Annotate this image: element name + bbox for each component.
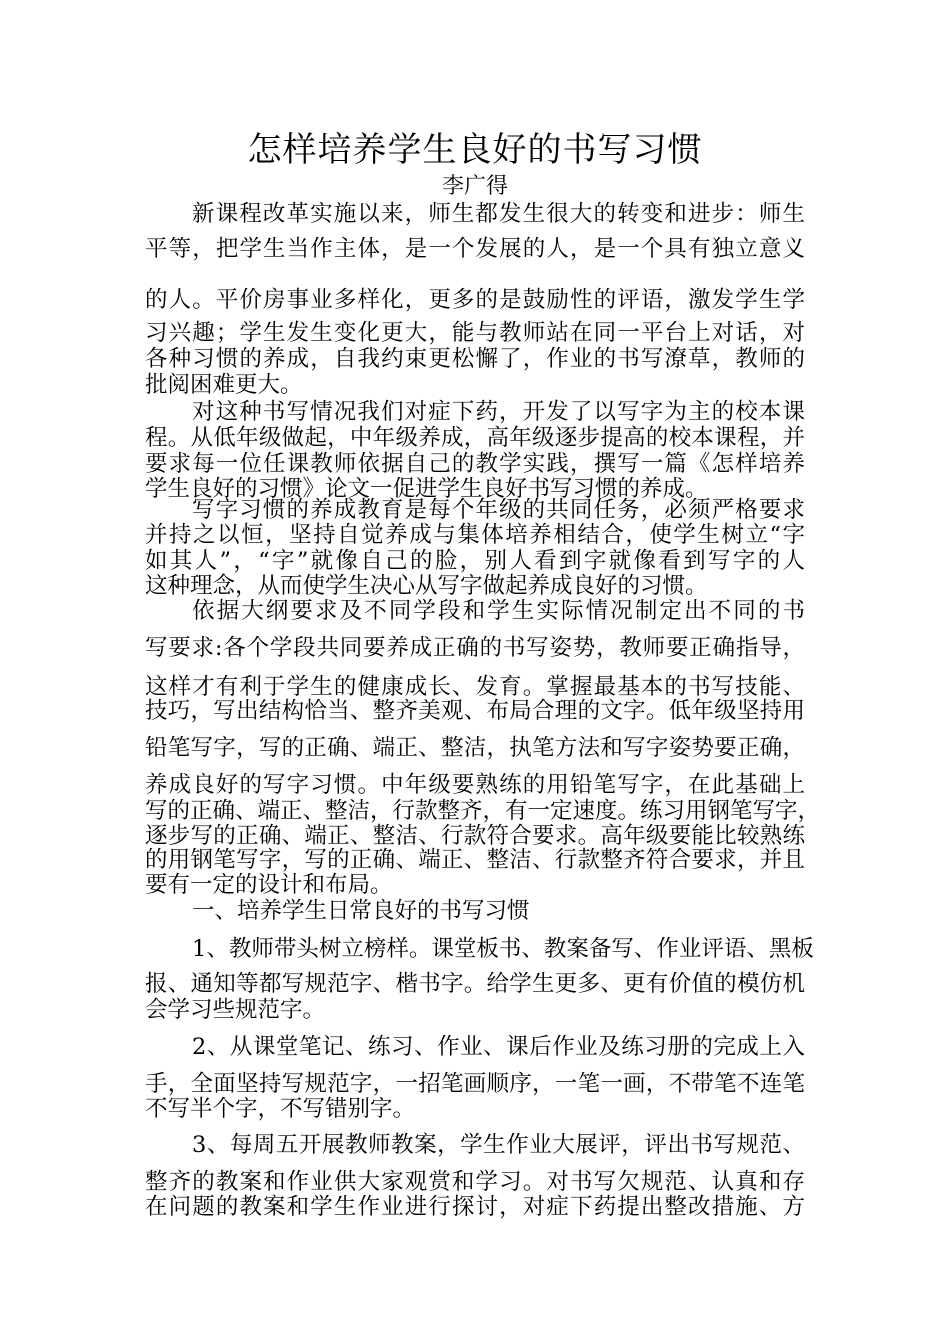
- body-line: 要有一定的设计和布局。: [145, 872, 393, 898]
- body-line: 整齐的教案和作业供大家观赏和学习。对书写欠规范、认真和存: [145, 1169, 805, 1195]
- body-line: 新课程改革实施以来，师生都发生很大的转变和进步：师生: [192, 201, 805, 227]
- body-line: 技巧，写出结构恰当、整齐美观、布局合理的文字。低年级坚持用: [145, 698, 805, 724]
- body-line: 各种习惯的养成，自我约束更松懈了，作业的书写潦草，教师的: [145, 346, 805, 372]
- body-line: 程。从低年级做起，中年级养成，高年级逐步提高的校本课程，并: [145, 425, 805, 451]
- document-title: 怎样培养学生良好的书写习惯: [247, 130, 703, 170]
- body-line: 报、通知等都写规范字、楷书字。给学生更多、更有价值的模仿机: [145, 971, 805, 997]
- body-line: 对这种书写情况我们对症下药，开发了以写字为主的校本课: [192, 399, 805, 425]
- document-author: 李广得: [441, 174, 508, 199]
- body-line: 如其人”，“字”就像自己的脸，别人看到字就像看到写字的人: [145, 548, 805, 574]
- body-line: 写的正确、端正、整洁，行款整齐，有一定速度。练习用钢笔写字，: [145, 798, 821, 824]
- body-line: 平等，把学生当作主体，是一个发展的人，是一个具有独立意义: [145, 236, 805, 262]
- body-line: 这样才有利于学生的健康成长、发育。掌握最基本的书写技能、: [145, 674, 805, 700]
- body-line: 写要求:各个学段共同要养成正确的书写姿势，教师要正确指导，: [145, 635, 805, 661]
- body-line: 这种理念，从而使学生决心从写字做起养成良好的习惯。: [145, 573, 708, 599]
- section-heading: 一、培养学生日常良好的书写习惯: [192, 898, 530, 924]
- body-line: 不写半个字，不写错别字。: [145, 1096, 416, 1122]
- body-line: 会学习些规范字。: [145, 997, 326, 1023]
- body-line: 1、教师带头树立榜样。课堂板书、教案备写、作业评语、黑板: [192, 936, 814, 962]
- body-line: 要求每一位任课教师依据自己的教学实践，撰写一篇《怎样培养: [145, 451, 805, 477]
- body-line: 并持之以恒，坚持自觉养成与集体培养相结合，使学生树立“字: [145, 522, 805, 548]
- body-line: 习兴趣；学生发生变化更大，能与教师站在同一平台上对话，对: [145, 320, 805, 346]
- body-line: 学生良好的习惯》论文一促进学生良好书写习惯的养成。: [145, 476, 708, 502]
- body-line: 2、从课堂笔记、练习、作业、课后作业及练习册的完成上入: [192, 1034, 805, 1060]
- body-line: 依据大纲要求及不同学段和学生实际情况制定出不同的书: [192, 598, 805, 624]
- body-line: 铅笔写字，写的正确、端正、整洁，执笔方法和写字姿势要正确，: [145, 735, 805, 761]
- body-line: 的人。平价房事业多样化，更多的是鼓励性的评语，激发学生学: [145, 287, 805, 313]
- body-line: 写字习惯的养成教育是每个年级的共同任务，必须严格要求: [192, 497, 805, 523]
- body-line: 在问题的教案和学生作业进行探讨，对症下药提出整改措施、方: [145, 1194, 805, 1220]
- body-line: 逐步写的正确、端正、整洁、行款符合要求。高年级要能比较熟练: [145, 823, 805, 849]
- body-line: 3、每周五开展教师教案，学生作业大展评，评出书写规范、: [192, 1132, 805, 1158]
- body-line: 养成良好的写字习惯。中年级要熟练的用铅笔写字，在此基础上: [145, 772, 805, 798]
- body-line: 的用钢笔写字，写的正确、端正、整洁、行款整齐符合要求，并且: [145, 847, 805, 873]
- body-line: 手，全面坚持写规范字，一招笔画顺序，一笔一画，不带笔不连笔: [145, 1071, 805, 1097]
- body-line: 批阅困难更大。: [145, 372, 303, 398]
